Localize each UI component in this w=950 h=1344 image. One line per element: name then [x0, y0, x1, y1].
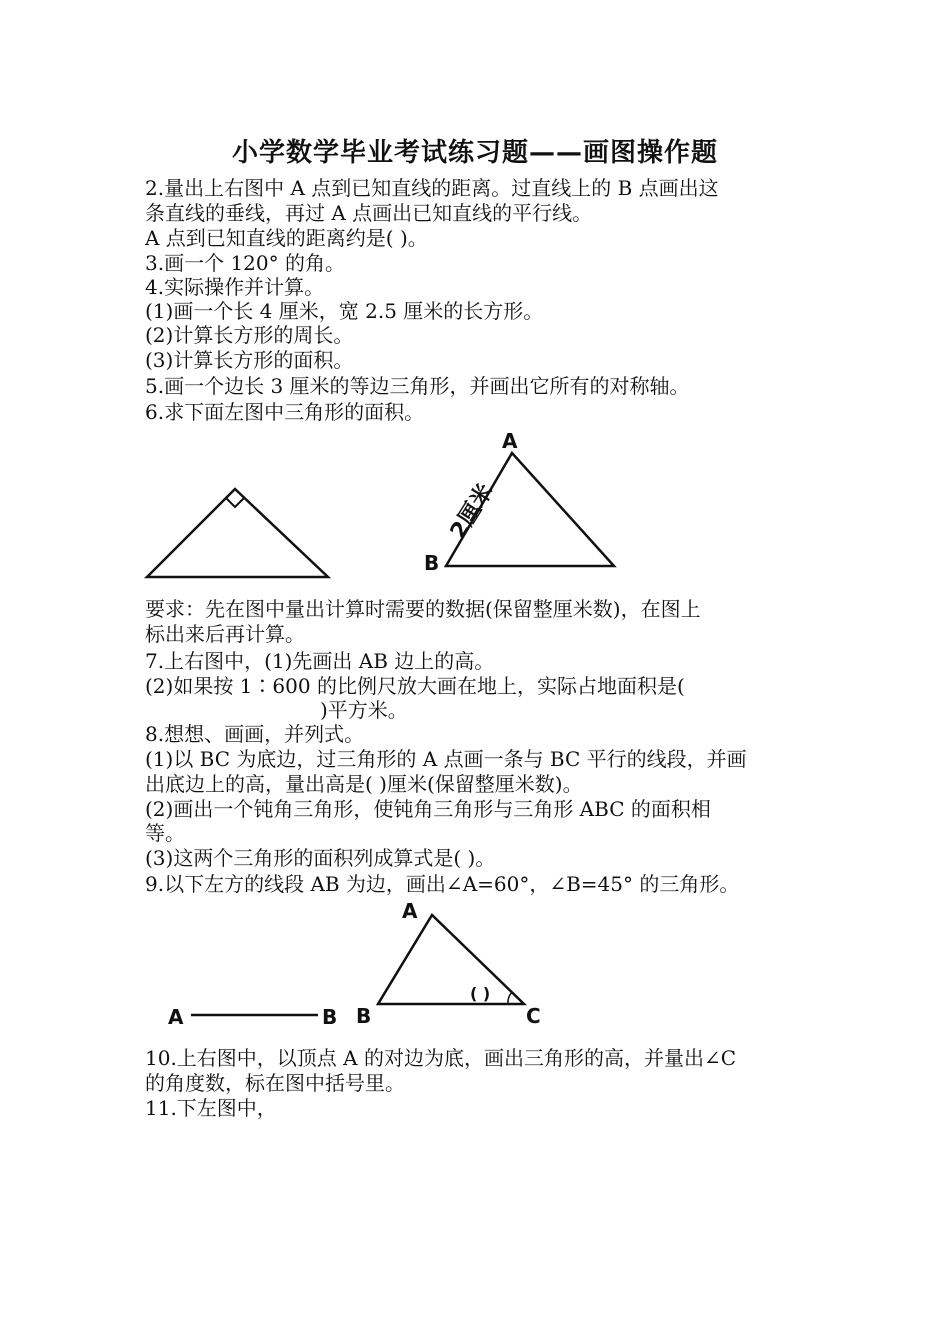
vertex-a-label: A	[502, 429, 518, 453]
side-length-label: 2厘米	[445, 479, 499, 544]
question-2-line-2: 条直线的垂线，再过 A 点画出已知直线的平行线。	[145, 201, 593, 225]
question-6: 6.求下面左图中三角形的面积。	[145, 400, 425, 424]
question-3: 3.画一个 120° 的角。	[145, 251, 345, 275]
question-8-part-1-line-1: (1)以 BC 为底边，过三角形的 A 点画一条与 BC 平行的线段，并画	[145, 747, 747, 771]
angle-c-blank: ( )	[470, 984, 491, 1003]
question-7-part-2-unit: )平方米。	[320, 698, 408, 722]
vertex-b-label-2: B	[356, 1004, 372, 1028]
question-4: 4.实际操作并计算。	[145, 275, 325, 299]
question-11: 11.下左图中，	[145, 1096, 277, 1120]
question-2-answer-line: A 点到已知直线的距离约是( )。	[145, 226, 428, 250]
segment-ab-figure	[168, 1005, 337, 1029]
question-7-part-2: (2)如果按 1∶600 的比例尺放大画在地上，实际占地面积是(	[145, 674, 685, 698]
segment-point-a-label: A	[168, 1005, 184, 1029]
right-triangle-figure	[147, 489, 328, 577]
question-7: 7.上右图中，(1)先画出 AB 边上的高。	[145, 649, 495, 673]
triangle-abc-figure	[424, 429, 614, 575]
question-8-part-2-line-2: 等。	[145, 821, 185, 845]
vertex-c-label: C	[526, 1004, 541, 1028]
question-10-line-1: 10.上右图中，以顶点 A 的对边为底，画出三角形的高，并量出∠C	[145, 1046, 737, 1070]
question-6-requirement-line-2: 标出来后再计算。	[145, 622, 305, 646]
question-2-line-1: 2.量出上右图中 A 点到已知直线的距离。过直线上的 B 点画出这	[145, 176, 719, 200]
page-title: 小学数学毕业考试练习题——画图操作题	[231, 138, 718, 168]
vertex-a-label-2: A	[402, 899, 418, 923]
question-9: 9.以下左方的线段 AB 为边，画出∠A=60°，∠B=45° 的三角形。	[145, 872, 740, 896]
question-4-part-2: (2)计算长方形的周长。	[145, 323, 354, 347]
question-6-requirement-line-1: 要求：先在图中量出计算时需要的数据(保留整厘米数)，在图上	[145, 597, 701, 621]
question-8-part-3: (3)这两个三角形的面积列成算式是( )。	[145, 846, 496, 870]
question-10-line-2: 的角度数，标在图中括号里。	[145, 1071, 405, 1095]
question-4-part-3: (3)计算长方形的面积。	[145, 348, 354, 372]
segment-point-b-label: B	[322, 1005, 338, 1029]
triangle-abc-angle-figure	[356, 899, 541, 1028]
question-8-part-2-line-1: (2)画出一个钝角三角形，使钝角三角形与三角形 ABC 的面积相	[145, 797, 711, 821]
question-5: 5.画一个边长 3 厘米的等边三角形，并画出它所有的对称轴。	[145, 374, 690, 398]
question-4-part-1: (1)画一个长 4 厘米，宽 2.5 厘米的长方形。	[145, 299, 544, 323]
question-8-part-1-line-2: 出底边上的高，量出高是( )厘米(保留整厘米数)。	[145, 772, 583, 796]
question-8: 8.想想、画画，并列式。	[145, 722, 365, 746]
vertex-b-label: B	[424, 551, 440, 575]
